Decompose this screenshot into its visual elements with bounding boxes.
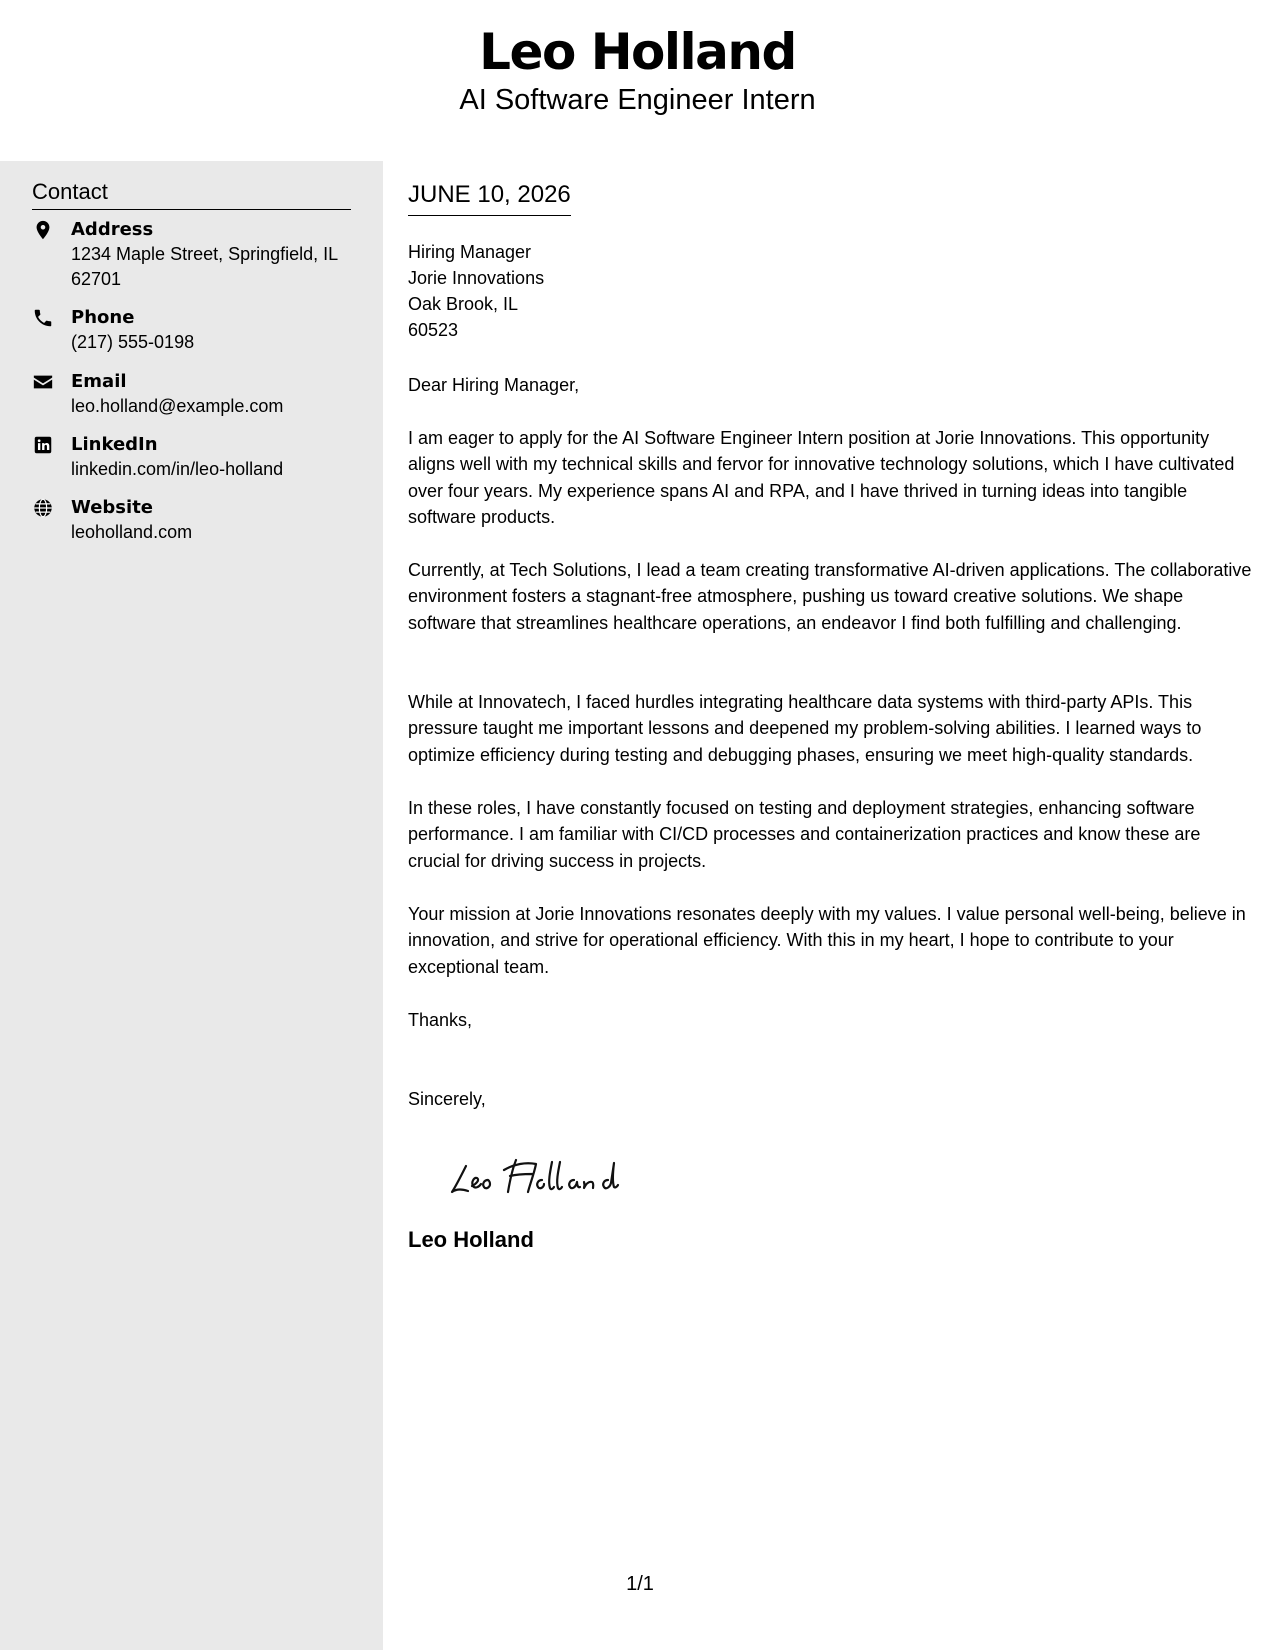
contact-value: leo.holland@example.com — [71, 396, 284, 416]
contact-label: Website — [71, 497, 154, 518]
letter-paragraph: While at Innovatech, I faced hurdles integrating healthcare data systems with third-party APIs. This pressure taught me important lessons and deepened my problem-solving abilities. I learned ways to optimize efficiency during testing and debugging phases, ensuring we meet high-quality standards. — [408, 692, 1202, 765]
recipient-line: 60523 — [408, 320, 459, 340]
handwritten-signature — [444, 1146, 654, 1206]
contact-value: leoholland.com — [71, 522, 193, 542]
contact-label: Address — [71, 219, 154, 240]
signer-name: Leo Holland — [408, 1227, 534, 1252]
globe-icon — [32, 497, 54, 519]
page-number: 1/1 — [626, 1573, 654, 1595]
contact-label: LinkedIn — [71, 434, 158, 455]
recipient-line: Jorie Innovations — [408, 268, 545, 288]
letter-paragraph: Currently, at Tech Solutions, I lead a team creating transformative AI-driven applications. The collaborative environment fosters a stagnant-free atmosphere, pushing us toward creative solutions. We shape software that streamlines healthcare operations, an endeavor I find both fulfilling and challenging. — [408, 560, 1252, 633]
contact-label: Phone — [71, 307, 135, 328]
closing-line: Sincerely, — [408, 1089, 486, 1109]
contact-heading: Contact — [32, 177, 351, 210]
applicant-title: AI Software Engineer Intern — [459, 84, 816, 116]
letter-paragraph: I am eager to apply for the AI Software Engineer Intern position at Jorie Innovations. This opportunity aligns well with my technical skills and fervor for innovative technology solutions, which I have cultivated over four years. My experience spans AI and RPA, and I have thrived in turning ideas into tangible software products. — [408, 428, 1235, 527]
contact-value: (217) 555-0198 — [71, 332, 195, 352]
contact-label: Email — [71, 371, 127, 392]
letter-header — [0, 0, 1275, 160]
linkedin-icon — [32, 434, 54, 456]
phone-icon — [32, 307, 54, 329]
map-pin-icon — [32, 219, 54, 241]
contact-sidebar — [0, 161, 383, 1650]
letter-paragraph: In these roles, I have constantly focused on testing and deployment strategies, enhancing software performance. I am familiar with CI/CD processes and containerization practices and know these are crucial for driving success in projects. — [408, 798, 1201, 871]
salutation: Dear Hiring Manager, — [408, 375, 580, 395]
envelope-icon — [32, 371, 54, 393]
contact-value: linkedin.com/in/leo-holland — [71, 459, 284, 479]
recipient-line: Oak Brook, IL — [408, 294, 519, 314]
thanks-line: Thanks, — [408, 1010, 473, 1030]
applicant-name: Leo Holland — [479, 23, 796, 81]
letter-paragraph: Your mission at Jorie Innovations resonates deeply with my values. I value personal well-being, believe in innovation, and strive for operational efficiency. With this in my heart, I hope to contribute to your exceptional team. — [408, 904, 1246, 977]
recipient-block — [408, 239, 544, 343]
letter-date: JUNE 10, 2026 — [408, 179, 571, 216]
recipient-line: Hiring Manager — [408, 242, 532, 262]
contact-value: 1234 Maple Street, Springfield, IL 62701 — [71, 244, 338, 289]
